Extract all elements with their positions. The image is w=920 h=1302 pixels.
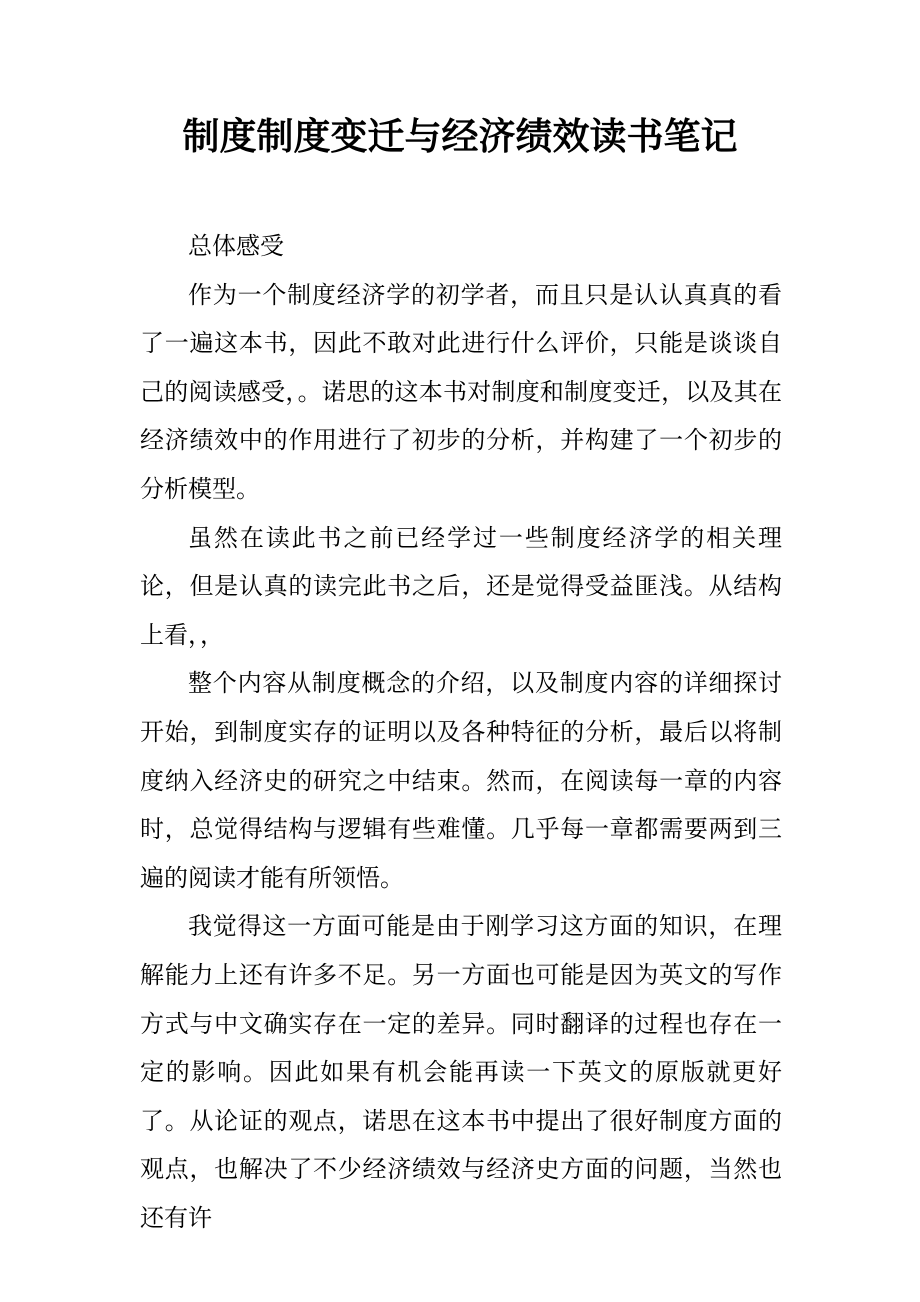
paragraph: 整个内容从制度概念的介绍，以及制度内容的详细探讨开始，到制度实存的证明以及各种特征的分析，最后以将制度纳入经济史的研究之中结束。然而，在阅读每一章的内容时，总觉得结构与逻辑有些难懂。几乎每一章都需要两到三遍的阅读才能有所领悟。 <box>140 669 782 892</box>
paragraph: 我觉得这一方面可能是由于刚学习这方面的知识，在理解能力上还有许多不足。另一方面也可能是因为英文的写作方式与中文确实存在一定的差异。同时翻译的过程也存在一定的影响。因此如果有机会能再读一下英文的原版就更好了。从论证的观点，诺思在这本书中提出了很好制度方面的观点，也解决了不少经济绩效与经济史方面的问题，当然也还有许 <box>140 912 782 1232</box>
paragraph: 作为一个制度经济学的初学者，而且只是认认真真的看了一遍这本书，因此不敢对此进行什么评价，只能是谈谈自己的阅读感受，。诺思的这本书对制度和制度变迁，以及其在经济绩效中的作用进行了初步的分析，并构建了一个初步的分析模型。 <box>140 280 782 503</box>
paragraph: 虽然在读此书之前已经学过一些制度经济学的相关理论，但是认真的读完此书之后，还是觉得受益匪浅。从结构上看，， <box>140 523 782 649</box>
document-body <box>140 222 782 1242</box>
document-title: 制度制度变迁与经济绩效读书笔记 <box>182 115 738 158</box>
section-heading: 总体感受 <box>188 232 284 260</box>
